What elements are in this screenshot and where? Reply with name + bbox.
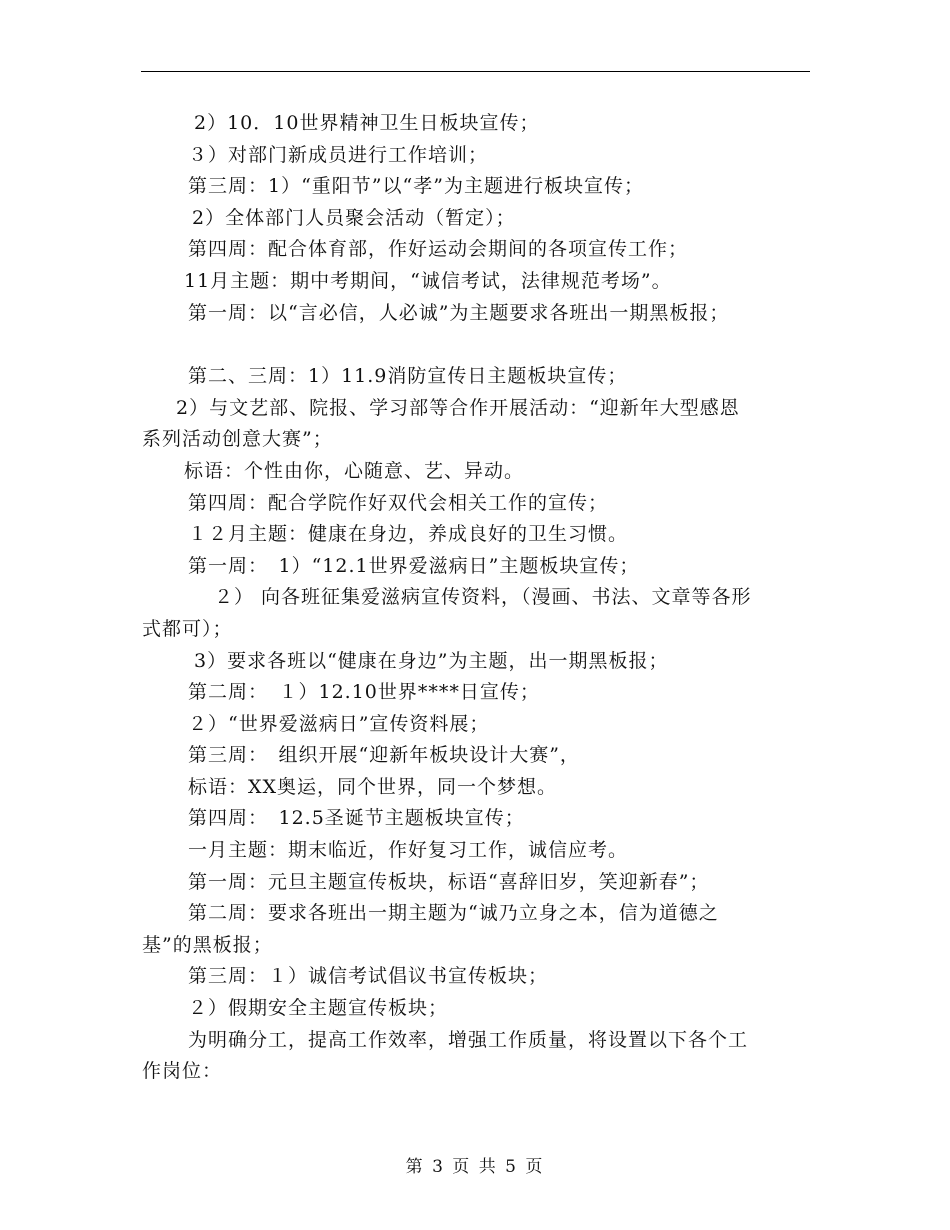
text-line: 为明确分工，提高工作效率，增强工作质量，将设置以下各个工 [188, 1028, 749, 1051]
text-line: 第四周：配合学院作好双代会相关工作的宣传； [188, 491, 609, 514]
text-line: 2）与文艺部、院报、学习部等合作开展活动：“迎新年大型感恩 [176, 396, 740, 419]
text-line: 第三周：１）诚信考试倡议书宣传板块； [188, 965, 549, 988]
document-body [142, 108, 810, 1088]
text-line: 作岗位： [142, 1060, 223, 1083]
text-line: 第二、三周：1）11.9消防宣传日主题板块宣传； [188, 365, 628, 388]
text-line: 式都可）； [142, 617, 233, 640]
text-line: 第四周：配合体育部，作好运动会期间的各项宣传工作； [188, 238, 689, 261]
paragraph-gap [142, 329, 810, 361]
text-line: ３）对部门新成员进行工作培训； [188, 143, 489, 166]
text-line: 第四周： 12.5圣诞节主题板块宣传； [188, 807, 525, 830]
header-rule [141, 71, 810, 72]
text-line: 2）10．10世界精神卫生日板块宣传； [194, 112, 540, 134]
text-line: 第一周： 1）“12.1世界爱滋病日”主题板块宣传； [188, 554, 640, 577]
page-footer: 第 3 页 共 5 页 [405, 1157, 545, 1177]
text-line: 基”的黑板报； [142, 933, 273, 956]
text-line: 标语：XX奥运，同个世界，同一个梦想。 [188, 775, 558, 798]
text-line: 11月主题：期中考期间，“诚信考试，法律规范考场”。 [184, 269, 672, 292]
text-line: 第二周：要求各班出一期主题为“诚乃立身之本，信为道德之 [188, 902, 719, 925]
text-line: １２月主题：健康在身边，养成良好的卫生习惯。 [188, 523, 629, 546]
text-line: 3）要求各班以“健康在身边”为主题，出一期黑板报； [194, 649, 669, 672]
text-line: 第一周：以“言必信，人必诚”为主题要求各班出一期黑板报； [188, 301, 730, 324]
text-line: 第一周：元旦主题宣传板块，标语“喜辞旧岁，笑迎新春”； [188, 870, 710, 893]
text-line: ２） 向各班征集爱滋病宣传资料，（漫画、书法、文章等各形 [214, 586, 752, 609]
text-line: ２）“世界爱滋病日”宣传资料展； [188, 712, 490, 735]
text-line: 一月主题：期末临近，作好复习工作，诚信应考。 [188, 839, 629, 862]
text-line: 2）全体部门人员聚会活动（暂定）； [192, 206, 516, 229]
text-line: ２）假期安全主题宣传板块； [188, 997, 449, 1020]
text-line: 系列活动创意大赛”； [142, 428, 333, 451]
text-line: 标语：个性由你，心随意、艺、异动。 [184, 459, 525, 482]
text-line: 第二周： １）12.10世界****日宣传； [188, 681, 540, 704]
text-line: 第三周： 组织开展“迎新年板块设计大赛”， [188, 744, 580, 767]
text-line: 第三周：1）“重阳节”以“孝”为主题进行板块宣传； [188, 175, 644, 198]
